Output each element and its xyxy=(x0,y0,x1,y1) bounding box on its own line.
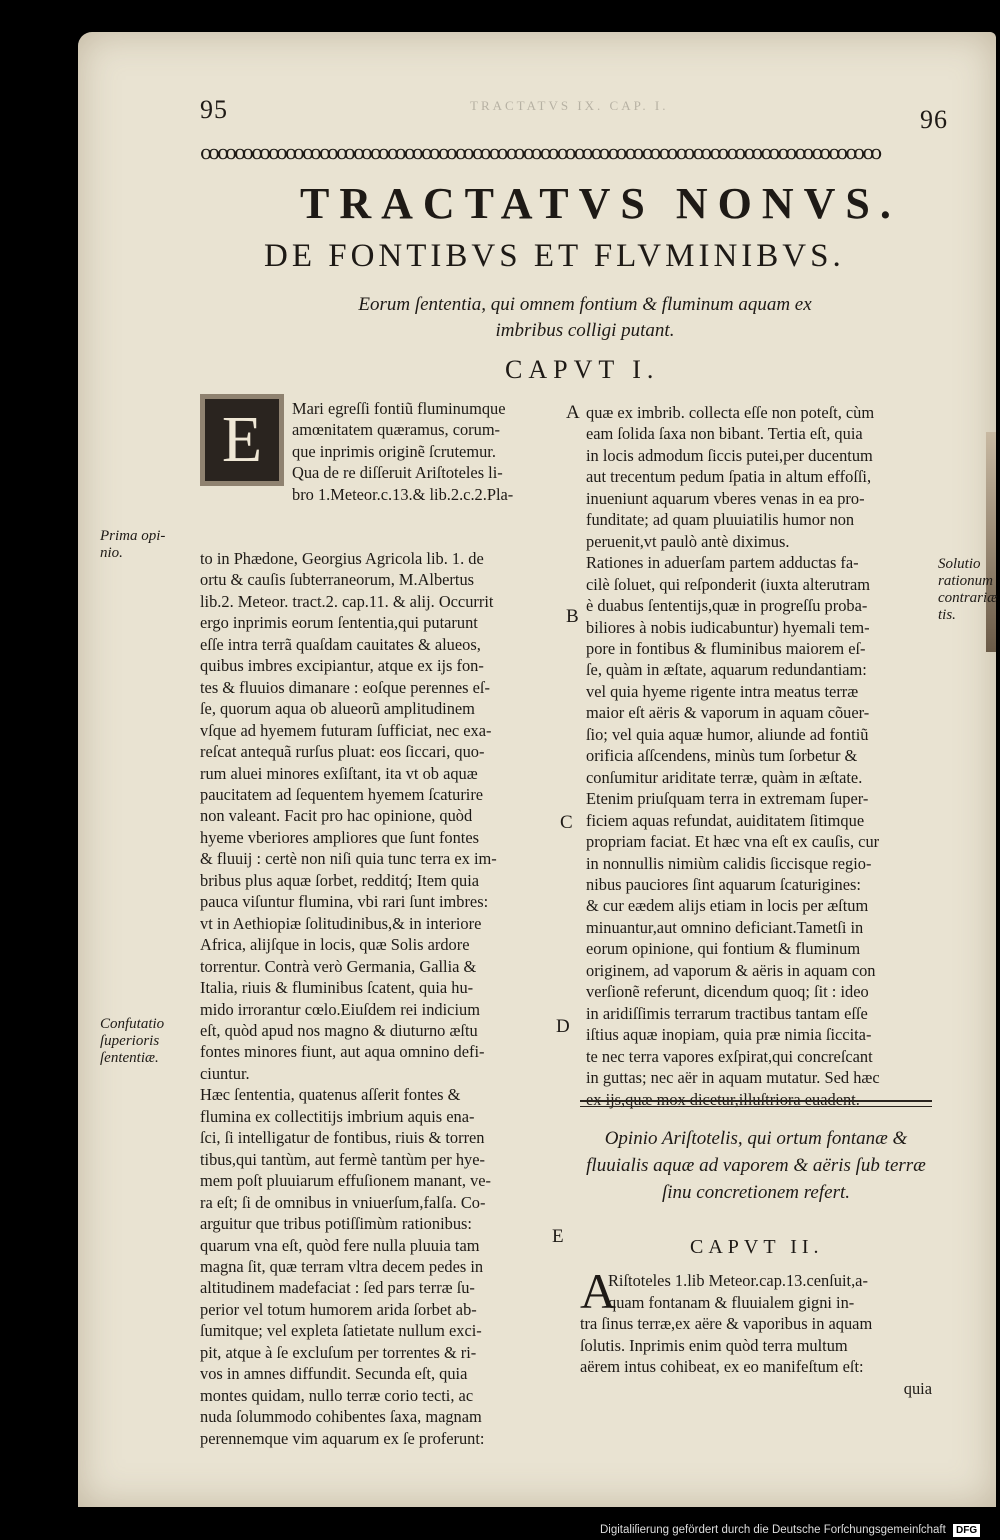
text-line: montes quidam, nullo terræ corio tecti, ac xyxy=(200,1385,474,1405)
section-letter-a: A xyxy=(566,402,580,423)
text-line: ſio; vel quia aquæ humor, aliunde ad fontiũ xyxy=(586,724,869,744)
text-line: verſionẽ referunt, dicendum quoq; ſit : ideo xyxy=(586,982,869,1002)
text-line: tra ſinus terræ,ex aëre & vaporibus in aquam xyxy=(580,1314,873,1333)
text-line: quam fontanam & fluuialem gigni in- xyxy=(608,1292,855,1312)
text-line: eam ſolida ſaxa non bibant. Tertia eſt, quia xyxy=(586,424,863,444)
text-line: peruenit,vt paulò antè diximus. xyxy=(586,531,790,551)
text-line: Rationes in aduerſam partem adductas fa- xyxy=(586,553,859,573)
chapter2-heading: Opinio Ariſtotelis, qui ortum fontanæ & fluuialis aquæ ad vaporem & aëris ſub terræ ſinu concretionem refert. xyxy=(586,1128,926,1203)
text-line: que inprimis originẽ ſcrutemur. xyxy=(292,441,496,461)
text-line: lib.2. Meteor. tract.2. cap.11. & alij. Occurrit xyxy=(200,591,494,611)
page-number-right: 96 xyxy=(920,105,948,134)
chapter2-body xyxy=(580,1270,932,1399)
text-line: quarum vna eſt, quòd fere nulla pluuia tam xyxy=(200,1235,480,1255)
right-column-body xyxy=(586,402,952,1110)
text-line: rum aluei minores exſiſtant, ita vt ob aquæ xyxy=(200,763,478,783)
text-line: nuda ſolummodo cohibentes ſaxa, magnam xyxy=(200,1407,482,1427)
text-line: vos in amnes diffundit. Secunda eſt, quia xyxy=(200,1364,468,1384)
text-line: & fluuij : certè non niſi quia tunc terra ex im- xyxy=(200,849,497,869)
dfg-logo: DFG xyxy=(953,1524,980,1537)
chapter2-initial: A xyxy=(580,1263,617,1319)
text-line: biliores à nobis iudicabuntur) hyemali tem- xyxy=(586,617,870,637)
text-line: perennemque vim aquarum ex ſe proferunt: xyxy=(200,1428,485,1448)
text-line: paucitatem ad ſequentem hyemem ſcaturire xyxy=(200,784,484,804)
text-line: inueniunt aquarum vberes venas in ea pro- xyxy=(586,488,865,508)
text-line: ſumitque; vel expleta ſatietate nullum exci- xyxy=(200,1321,482,1341)
ornament-band: ꝏꝏꝏꝏꝏꝏꝏꝏꝏꝏꝏꝏꝏꝏꝏꝏꝏꝏꝏꝏꝏꝏꝏꝏꝏꝏꝏꝏꝏꝏꝏꝏꝏꝏꝏꝏꝏꝏꝏꝏ xyxy=(200,142,880,164)
text-line: non valeant. Facit pro hac opinione, quòd xyxy=(200,806,473,826)
text-line: aërem intus cohibeat, ex eo manifeſtum eſt: xyxy=(580,1357,864,1376)
text-line: originem, ad vaporum & aëris in aquam con xyxy=(586,960,876,980)
text-line: altitudinem madefaciat : ſed pars terræ ſu- xyxy=(200,1278,475,1298)
treatise-subject: DE FONTIBVS ET FLVMINIBVS. xyxy=(264,238,845,274)
text-line: aut trecentum pedum ſpatia in altum effoſſi, xyxy=(586,467,872,487)
text-line: vt in Aethiopiæ ſolitudinibus,& in interiore xyxy=(200,913,482,933)
text-line: bro 1.Meteor.c.13.& lib.2.c.2.Pla- xyxy=(292,484,514,504)
text-line: tibus,qui tantùm, aut fermè tantùm per hye- xyxy=(200,1149,485,1169)
text-line: mem poſt pluuiarum effuſionem manant, ve- xyxy=(200,1171,492,1191)
text-line: Mari egreſſi fontiũ fluminumque xyxy=(292,399,506,418)
text-line: funditate; ad quam pluuiatilis humor non xyxy=(586,510,855,530)
text-line: pore in fontibus & fluminibus maiorem eſ- xyxy=(586,638,866,658)
text-line: conſumitur ariditate terræ, quàm in æſtate. xyxy=(586,767,863,787)
text-line: quæ ex imbrib. collecta eſſe non poteſt, cùm xyxy=(586,403,875,422)
catchword: quia xyxy=(903,1378,932,1398)
bleed-through-running-head: TRACTATVS IX. CAP. I. xyxy=(470,98,669,113)
text-line: ſe, quàm in æſtate, aquarum redundantiam: xyxy=(586,660,867,680)
text-line: propriam faciat. Et hæc vna eſt ex cauſis, cur xyxy=(586,832,880,852)
section-letter-d: D xyxy=(556,1016,570,1037)
decorated-initial: E xyxy=(200,394,284,486)
text-line: amœnitatem quæramus, corum- xyxy=(292,420,501,440)
page-number-left: 95 xyxy=(200,95,228,124)
left-column-opening xyxy=(292,398,554,505)
digitization-footer xyxy=(600,1520,995,1540)
text-line: in nonnullis nimiùm calidis ſiccisque regio- xyxy=(586,853,872,873)
text-line: in guttas; nec aër in aquam mutatur. Sed hæc xyxy=(586,1068,880,1088)
text-line: è duabus ſententijs,quæ in progreſſu proba- xyxy=(586,596,868,616)
text-line: ficiem aquas refundat, auiditatem ſitimque xyxy=(586,810,865,830)
text-line: eſt, quòd apud nos magno & diuturno æſtu xyxy=(200,1020,478,1040)
text-line: reſcat antequã rurſus pluat: eos ſiccari, quo- xyxy=(200,742,485,762)
text-line: eorum opinione, qui fontium & fluminum xyxy=(586,939,861,959)
text-line: ex ijs,quæ mox dicetur,illuſtriora euadent. xyxy=(586,1089,860,1109)
text-line: magna ſit, quæ terram vltra decem pedes in xyxy=(200,1256,484,1276)
text-line: Italia, riuis & fluminibus ſcatent, quia hu- xyxy=(200,978,474,998)
section-letter-b: B xyxy=(566,606,579,627)
text-line: Hæc ſententia, quatenus aſſerit fontes & xyxy=(200,1085,461,1105)
text-line: perior vel totum humorem arida ſorbet ab- xyxy=(200,1299,477,1319)
section-letter-c: C xyxy=(560,812,573,833)
text-line: fontes minores fiunt, aut aqua omnino defi- xyxy=(200,1042,485,1062)
text-line: to in Phædone, Georgius Agricola lib. 1. de xyxy=(200,549,484,568)
text-line: ſci, ſi intelligatur de fontibus, riuis & torren xyxy=(200,1128,485,1148)
text-line: tes & fluuios dimanare : eoſque perennes eſ- xyxy=(200,677,490,697)
text-line: ra eſt; ſi de omnibus in vniuerſum,falſa. Co- xyxy=(200,1192,486,1212)
footer-text: Digitaliſierung gefördert durch die Deutsche Forſchungsgemeinſchaft xyxy=(600,1524,946,1536)
text-line: minuantur,aut omnino deficiant.Tametſi in xyxy=(586,917,864,937)
text-line: torrentur. Contrà verò Germania, Gallia & xyxy=(200,956,477,976)
text-line: te nec terra vapores exſpirat,qui concreſcant xyxy=(586,1046,873,1066)
text-line: vel quia hyeme rigente intra meatus terræ xyxy=(586,681,859,701)
chapter-heading: Eorum ſententia, qui omnem fontium & fluminum aquam ex imbribus colligi putant. xyxy=(358,294,812,341)
text-line: ſe, quorum aqua ob alueorũ amplitudinem xyxy=(200,699,475,719)
marginal-note-confutatio: Confutatio ſuperioris ſententiæ. xyxy=(100,1016,165,1066)
text-line: in aridiſſimis terrarum tractibus tantam eſſe xyxy=(586,1003,868,1023)
section-divider xyxy=(580,1100,932,1107)
text-line: Qua de re diſſeruit Ariſtoteles li- xyxy=(292,463,503,483)
text-line: cilè ſoluet, qui reſponderit (iuxta alterutram xyxy=(586,574,871,594)
text-line: Etenim priuſquam terra in extremam ſuper- xyxy=(586,789,869,809)
text-line: eſſe intra terrã quaſdam cauitates & alueos, xyxy=(200,634,481,654)
chapter-number: CAPVT I. xyxy=(505,355,660,384)
text-line: ciuntur. xyxy=(200,1063,250,1083)
left-column-body xyxy=(200,548,554,1449)
text-line: quibus imbres excipiantur, atque ex ijs fon- xyxy=(200,656,484,676)
text-line: vſque ad hyemem futuram ſufficiat, nec exa- xyxy=(200,720,492,740)
text-line: Riſtoteles 1.lib Meteor.cap.13.cenſuit,a- xyxy=(608,1271,868,1290)
text-line: Africa, alijſque in locis, quæ Solis ardore xyxy=(200,935,470,955)
text-line: ergo inprimis eorum ſententia,qui putarunt xyxy=(200,613,478,633)
text-line: ſolutis. Inprimis enim quòd terra multum xyxy=(580,1335,848,1355)
marginal-note-solutio: Solutio rationum contrariæ tis. xyxy=(938,556,998,623)
text-line: & cur eædem alijs etiam in locis per æſtum xyxy=(586,896,869,916)
text-line: ortu & cauſis ſubterraneorum, M.Albertus xyxy=(200,570,475,590)
text-line: bribus plus aquæ ſorbet, redditq́; Item quia xyxy=(200,870,480,890)
text-line: maior eſt aëris & vaporum in aquam cõuer- xyxy=(586,703,870,723)
section-letter-e: E xyxy=(552,1226,564,1247)
text-line: pauca viſuntur flumina, vbi rari ſunt imbres: xyxy=(200,892,489,912)
treatise-title: TRACTATVS NONVS. xyxy=(300,179,901,228)
text-line: flumina ex collectitijs imbrium aquis ena- xyxy=(200,1106,475,1126)
text-line: arguitur que tribus potiſſimùm rationibus: xyxy=(200,1214,472,1234)
text-line: iſtius aquæ inopiam, quia præ nimia ſiccita- xyxy=(586,1025,872,1045)
text-line: nibus pauciores ſint aquarum ſcaturigines: xyxy=(586,874,861,894)
chapter2-number: CAPVT II. xyxy=(690,1236,824,1258)
text-line: in locis admodum ſiccis putei,per ducentum xyxy=(586,445,873,465)
text-line: pit, atque à ſe excluſum per torrentes & ri- xyxy=(200,1342,477,1362)
text-line: mido irrorantur cœlo.Eiuſdem rei indicium xyxy=(200,999,480,1019)
text-line: hyeme vberiores ampliores que ſunt fontes xyxy=(200,827,480,847)
marginal-note-prima-opinio: Prima opi- nio. xyxy=(100,528,166,561)
text-line: orificia aſſcendens, minùs tum ſorbetur & xyxy=(586,746,858,766)
